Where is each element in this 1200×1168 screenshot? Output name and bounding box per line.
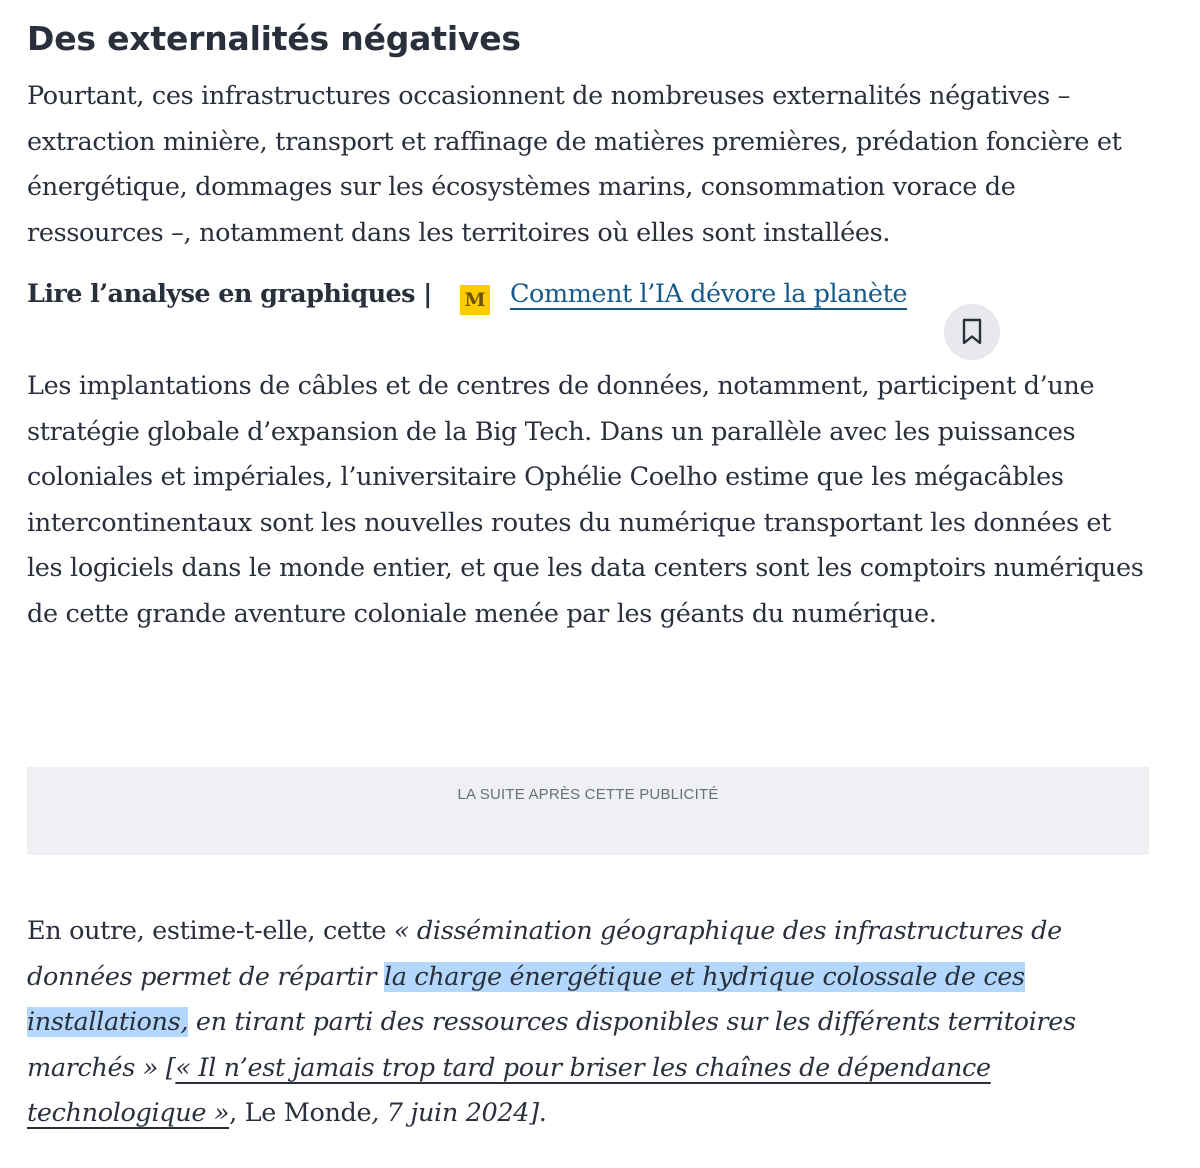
source-name: , Le Monde: [229, 1098, 372, 1128]
read-more-link[interactable]: Comment l’IA dévore la planète: [510, 279, 908, 309]
paragraph-externalities: Pourtant, ces infrastructures occasionnent de nombreuses externalités négatives – extraction minière, transport et raffinage de matières premières, prédation foncière et énergétique, dommages sur les écosystèmes marins, consommation vorace de ressources –, notamment dans les territoires où elles sont installées.: [27, 81, 1122, 248]
quote-end: en tirant parti des ressources disponibles sur les différents territoires marchés » [: [27, 1007, 1076, 1083]
paragraph-dissemination: [27, 909, 1152, 1137]
bookmark-button[interactable]: [944, 304, 1000, 360]
le-monde-logo-icon: M: [460, 285, 490, 315]
highlighted-selection: la charge énergétique et hydrique colossale de ces installations,: [27, 961, 1025, 1037]
paragraph-end: .: [538, 1098, 547, 1128]
source-date: , 7 juin 2024]: [371, 1098, 539, 1128]
paragraph-big-tech: Les implantations de câbles et de centres de données, notamment, participent d’une stratégie globale d’expansion de la Big Tech. Dans un parallèle avec les puissances coloniales et impériales, l’universitaire Ophélie Coelho estime que les mégacâbles intercontinentaux sont les nouvelles routes du numérique transportant les données et les logiciels dans le monde entier, et que les data centers sont les comptoirs numériques de cette grande aventure coloniale menée par les géants du numérique.: [27, 371, 1144, 629]
paragraph-intro: En outre, estime-t-elle, cette: [27, 916, 394, 946]
article-link[interactable]: « Il n’est jamais trop tard pour briser les chaînes de dépendance technologique »: [27, 1052, 991, 1128]
ad-label: LA SUITE APRÈS CETTE PUBLICITÉ: [457, 786, 719, 803]
section-heading: Des externalités négatives: [27, 19, 521, 58]
quote-start: « dissémination géographique des infrastructures de données permet de répartir: [27, 916, 1062, 992]
ad-placeholder: [27, 767, 1149, 855]
bookmark-icon: [961, 318, 983, 346]
read-more-label: Lire l’analyse en graphiques |: [27, 279, 432, 309]
